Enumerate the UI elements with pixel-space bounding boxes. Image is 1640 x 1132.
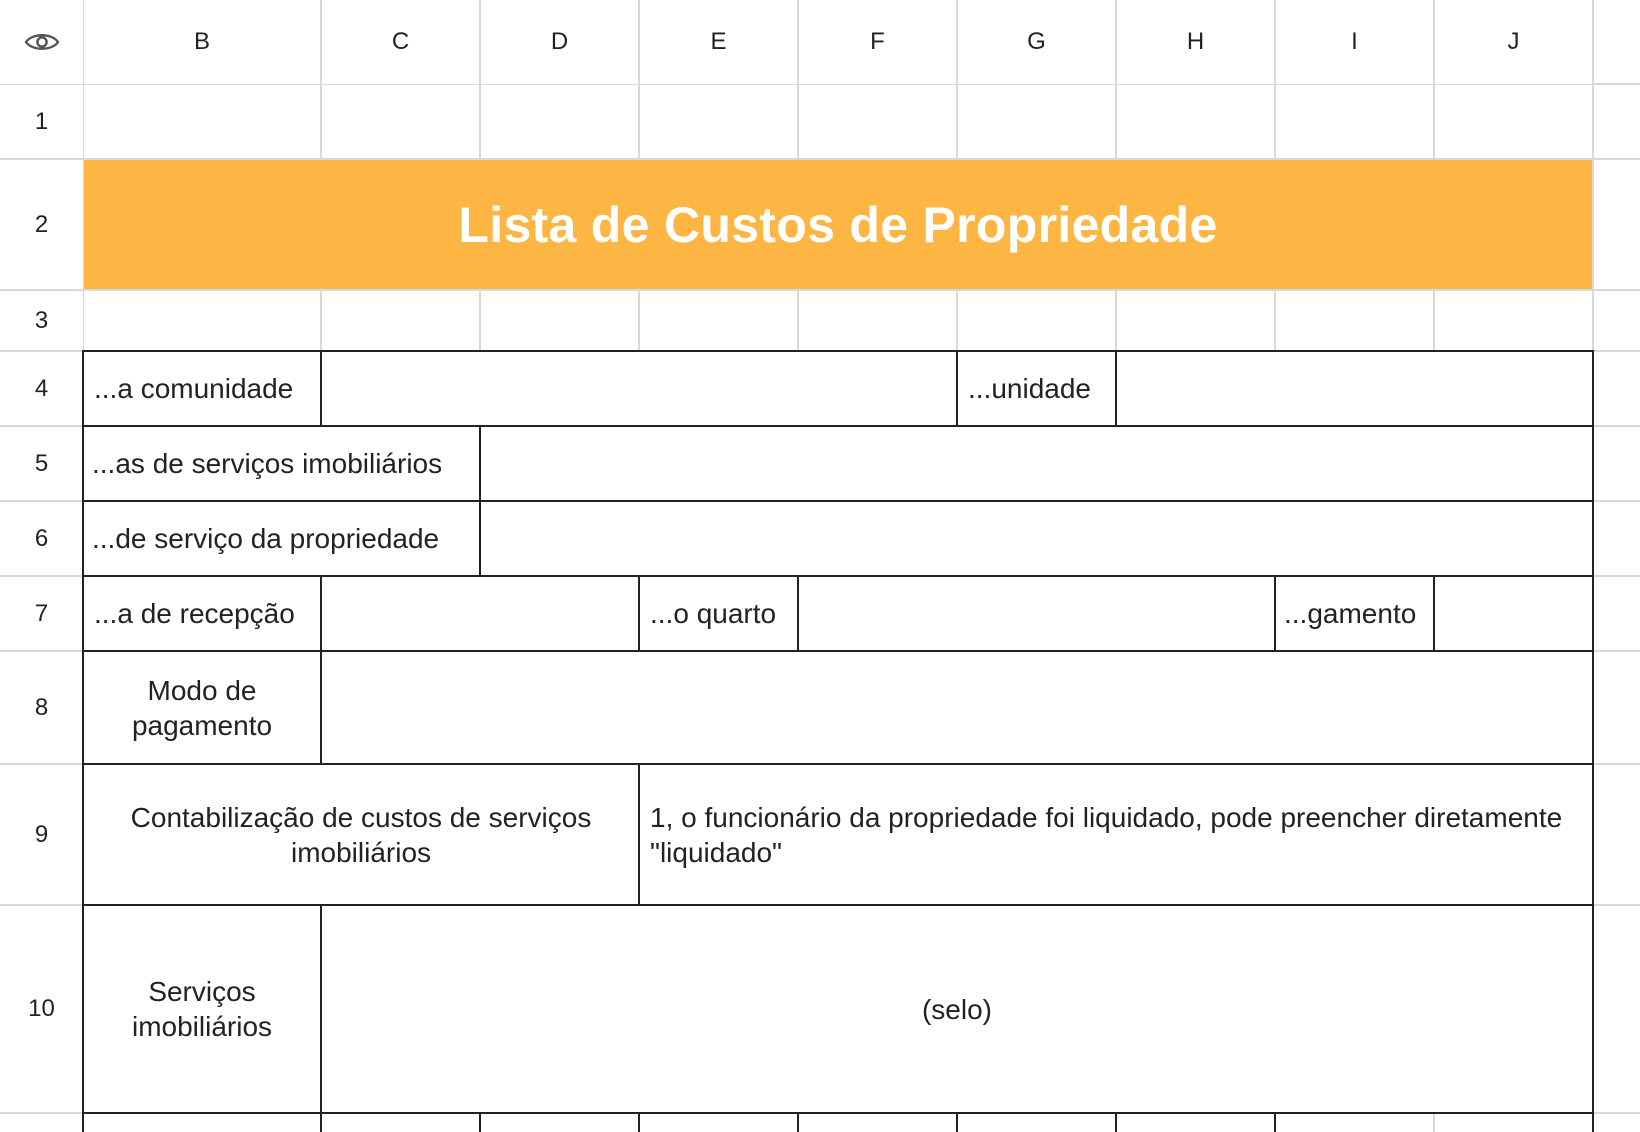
- next-row-divider: [797, 1112, 799, 1132]
- next-row-divider: [320, 1112, 322, 1132]
- column-header-c[interactable]: C: [322, 0, 479, 84]
- eye-icon: [24, 30, 60, 54]
- row-header-7[interactable]: 7: [0, 577, 83, 650]
- next-row-divider: [1274, 1112, 1276, 1132]
- next-row-divider: [956, 1112, 958, 1132]
- cell-j7-payment-value[interactable]: [1435, 577, 1594, 652]
- cell-i7-payment-label[interactable]: ...gamento: [1276, 577, 1435, 652]
- cell-e7-room-label[interactable]: ...o quarto: [640, 577, 799, 652]
- row-header-10[interactable]: 10: [0, 906, 83, 1112]
- column-header-i[interactable]: I: [1276, 0, 1433, 84]
- next-row-divider: [1115, 1112, 1117, 1132]
- cell-b7-reception-label[interactable]: ...a de recepção: [82, 577, 322, 652]
- cell-b9-cost-accounting-label[interactable]: Contabilização de custos de serviços imobiliários: [82, 765, 640, 906]
- row-header-1[interactable]: 1: [0, 85, 83, 158]
- row-header-4[interactable]: 4: [0, 352, 83, 425]
- cell-b8-payment-method-label[interactable]: Modo de pagamento: [82, 652, 322, 765]
- column-header-d[interactable]: D: [481, 0, 638, 84]
- cell-b10-property-services-label[interactable]: Serviços imobiliários: [82, 906, 322, 1114]
- cell-c7-reception-value[interactable]: [322, 577, 640, 652]
- cell-b4-community-label[interactable]: ...a comunidade: [82, 350, 322, 427]
- column-header-b[interactable]: B: [84, 0, 320, 84]
- cell-c8-payment-method-value[interactable]: [322, 652, 1594, 765]
- column-header-e[interactable]: E: [640, 0, 797, 84]
- row-header-8[interactable]: 8: [0, 652, 83, 763]
- cell-e9-cost-accounting-value[interactable]: 1, o funcionário da propriedade foi liquidado, pode preencher diretamente "liquidado": [640, 765, 1594, 906]
- cell-c10-seal-area[interactable]: (selo): [322, 906, 1594, 1114]
- cell-c4-community-value[interactable]: [322, 350, 958, 427]
- next-row-divider: [479, 1112, 481, 1132]
- column-header-f[interactable]: F: [799, 0, 956, 84]
- row-header-2[interactable]: 2: [0, 160, 83, 289]
- column-header-h[interactable]: H: [1117, 0, 1274, 84]
- gridline: [0, 289, 1640, 291]
- title-cell[interactable]: [84, 160, 1592, 289]
- row-header-6[interactable]: 6: [0, 502, 83, 575]
- cell-h4-unit-value[interactable]: [1117, 350, 1594, 427]
- cell-g4-unit-label[interactable]: ...unidade: [958, 350, 1117, 427]
- cell-d6-property-service-value[interactable]: [481, 502, 1594, 577]
- cell-f7-room-value[interactable]: [799, 577, 1276, 652]
- cell-b6-property-service-label[interactable]: ...de serviço da propriedade: [82, 502, 481, 577]
- sheet-title: Lista de Custos de Propriedade: [458, 196, 1218, 253]
- row-header-5[interactable]: 5: [0, 427, 83, 500]
- next-row-partial: [82, 1112, 1594, 1132]
- row-header-9[interactable]: 9: [0, 765, 83, 904]
- cell-d5-services-company-value[interactable]: [481, 427, 1594, 502]
- show-hide-headers-toggle[interactable]: [0, 0, 83, 84]
- column-header-g[interactable]: G: [958, 0, 1115, 84]
- column-header-j[interactable]: J: [1435, 0, 1592, 84]
- next-row-divider: [638, 1112, 640, 1132]
- cell-b5-services-company-label[interactable]: ...as de serviços imobiliários: [82, 427, 481, 502]
- row-header-3[interactable]: 3: [0, 291, 83, 350]
